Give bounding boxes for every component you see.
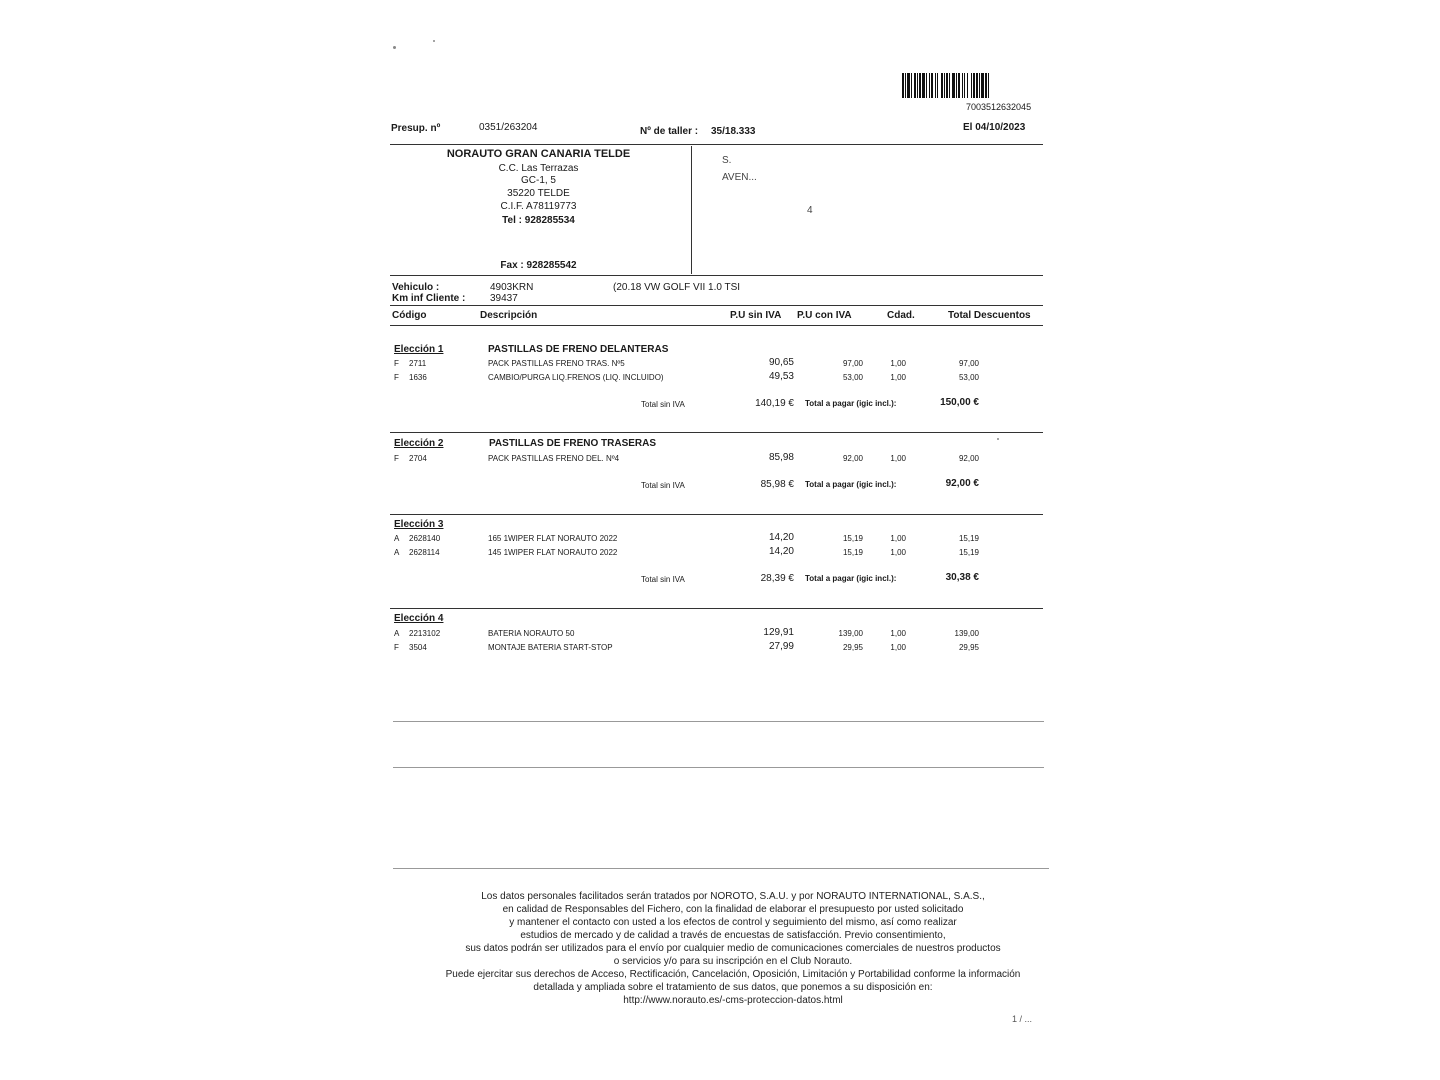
item-code: 2213102: [409, 629, 441, 638]
item-code: 2704: [409, 454, 427, 463]
total-a-pagar-value: 30,38 €: [945, 572, 979, 583]
legal-line: sus datos podrán ser utilizados para el envío por cualquier medio de comunicaciones comerciales de nuestros productos: [465, 943, 1001, 954]
vehicle-description: (20.18 VW GOLF VII 1.0 TSI: [613, 282, 741, 293]
item-type: A: [394, 534, 400, 543]
item-pu-sin-iva: 90,65: [768, 357, 794, 368]
item-type: A: [394, 548, 400, 557]
column-header-total: Total Descuentos: [948, 310, 1031, 321]
scan-speck: [393, 46, 396, 49]
item-pu-sin-iva: 27,99: [768, 641, 794, 652]
item-code: 2628140: [409, 534, 441, 543]
item-code: 2711: [409, 359, 427, 368]
company-name: NORAUTO GRAN CANARIA TELDE: [446, 148, 631, 160]
presup-label: Presup. nº: [391, 123, 441, 134]
barcode-number: 7003512632045: [966, 102, 1032, 112]
company-address-3: 35220 TELDE: [507, 188, 570, 199]
item-pu-con-iva: 15,19: [842, 548, 863, 557]
divider: [390, 144, 1043, 145]
legal-line: y mantener el contacto con usted a los efectos de control y seguimiento del mismo, así como realizar: [509, 917, 957, 928]
company-cif: C.I.F. A78119773: [500, 201, 577, 212]
item-total: 97,00: [958, 359, 979, 368]
company-tel: Tel : 928285534: [502, 215, 575, 226]
item-pu-sin-iva: 14,20: [768, 546, 794, 557]
item-description: BATERIA NORAUTO 50: [488, 629, 575, 638]
column-header-codigo: Código: [392, 310, 427, 321]
legal-line: detallada y ampliada sobre el tratamiento de sus datos, que ponemos a su disposición en:: [533, 982, 933, 993]
legal-line: Los datos personales facilitados serán tratados por NOROTO, S.A.U. y por NORAUTO INTERNATIONAL, S.A.S.,: [481, 891, 985, 902]
barcode: [902, 73, 1044, 98]
total-sin-iva-value: 140,19 €: [755, 398, 794, 409]
barcode-bar: [917, 73, 918, 98]
barcode-bar: [956, 73, 957, 98]
divider: [393, 721, 1044, 722]
barcode-bar: [914, 73, 916, 98]
barcode-bar: [926, 73, 927, 98]
item-pu-con-iva: 29,95: [842, 643, 863, 652]
barcode-bar: [952, 73, 955, 98]
item-total: 15,19: [958, 534, 979, 543]
total-a-pagar-label: Total a pagar (igic incl.):: [805, 480, 897, 489]
barcode-bar: [922, 73, 925, 98]
barcode-bar: [964, 73, 965, 98]
section-title: Elección 3: [394, 519, 444, 530]
divider: [390, 432, 1043, 433]
total-sin-iva-value: 28,39 €: [760, 573, 794, 584]
km-label: Km inf Cliente :: [392, 293, 466, 304]
item-total: 15,19: [958, 548, 979, 557]
item-pu-con-iva: 15,19: [842, 534, 863, 543]
item-cdad: 1,00: [890, 373, 906, 382]
customer-line-2: AVEN...: [722, 172, 757, 183]
item-description: 145 1WIPER FLAT NORAUTO 2022: [488, 548, 618, 557]
item-total: 139,00: [954, 629, 979, 638]
column-header-pu-sin-iva: P.U sin IVA: [730, 310, 782, 321]
company-address-1: C.C. Las Terrazas: [498, 163, 579, 174]
item-description: 165 1WIPER FLAT NORAUTO 2022: [488, 534, 618, 543]
scan-speck: [433, 40, 435, 42]
total-a-pagar-value: 150,00 €: [940, 397, 979, 408]
barcode-bar: [944, 73, 945, 98]
total-sin-iva-value: 85,98 €: [760, 479, 794, 490]
total-sin-iva-label: Total sin IVA: [641, 575, 685, 584]
divider: [393, 767, 1044, 768]
barcode-bar: [935, 73, 936, 98]
item-total: 29,95: [958, 643, 979, 652]
privacy-link[interactable]: http://www.norauto.es/-cms-proteccion-datos.html: [623, 995, 843, 1006]
section-title: Elección 4: [394, 613, 444, 624]
item-type: F: [394, 373, 399, 382]
barcode-bar: [985, 73, 987, 98]
item-pu-con-iva: 97,00: [842, 359, 863, 368]
company-fax: Fax : 928285542: [500, 260, 577, 271]
vehicle-label: Vehiculo :: [392, 282, 440, 293]
section-title: Elección 2: [394, 438, 444, 449]
item-pu-sin-iva: 14,20: [768, 532, 794, 543]
page-mark: 1 / ...: [1012, 1014, 1033, 1024]
item-pu-sin-iva: 85,98: [768, 452, 794, 463]
taller-number: 35/18.333: [711, 126, 756, 137]
legal-line: Puede ejercitar sus derechos de Acceso, Rectificación, Cancelación, Oposición, Limitación y Portabilidad conforme la información: [445, 969, 1021, 980]
section-heading: PASTILLAS DE FRENO DELANTERAS: [488, 344, 669, 355]
item-description: PACK PASTILLAS FRENO DEL. Nº4: [488, 454, 620, 463]
barcode-bar: [967, 73, 968, 98]
customer-line-3: 4: [807, 205, 813, 216]
company-address-2: GC-1, 5: [520, 175, 556, 186]
item-cdad: 1,00: [890, 454, 906, 463]
item-cdad: 1,00: [890, 629, 906, 638]
date-text: El 04/10/2023: [963, 122, 1026, 133]
item-total: 53,00: [958, 373, 979, 382]
barcode-bar: [911, 73, 912, 98]
item-pu-sin-iva: 49,53: [768, 371, 794, 382]
divider: [390, 514, 1043, 515]
item-code: 2628114: [409, 548, 440, 557]
divider: [390, 325, 1043, 326]
barcode-bar: [949, 73, 950, 98]
barcode-bar: [905, 73, 906, 98]
item-pu-con-iva: 92,00: [842, 454, 863, 463]
barcode-bar: [937, 73, 938, 98]
total-sin-iva-label: Total sin IVA: [641, 400, 685, 409]
vehicle-plate: 4903KRN: [490, 282, 534, 293]
column-header-cdad: Cdad.: [887, 310, 915, 321]
item-description: MONTAJE BATERIA START-STOP: [488, 643, 613, 652]
column-header-descripcion: Descripción: [480, 310, 538, 321]
barcode-bar: [971, 73, 972, 98]
item-pu-sin-iva: 129,91: [763, 627, 794, 638]
total-a-pagar-label: Total a pagar (igic incl.):: [805, 399, 897, 408]
item-cdad: 1,00: [890, 548, 906, 557]
barcode-bar: [988, 73, 989, 98]
item-pu-con-iva: 139,00: [838, 629, 863, 638]
customer-line-1: S.: [722, 155, 732, 166]
total-sin-iva-label: Total sin IVA: [641, 481, 685, 490]
barcode-bar: [962, 73, 963, 98]
item-cdad: 1,00: [890, 359, 906, 368]
column-header-pu-con-iva: P.U con IVA: [797, 310, 852, 321]
barcode-bar: [981, 73, 984, 98]
presup-number: 0351/263204: [479, 122, 538, 133]
scan-speck: [997, 438, 999, 440]
legal-line: en calidad de Responsables del Fichero, con la finalidad de elaborar el presupuesto por usted solicitado: [502, 904, 964, 915]
item-type: F: [394, 643, 399, 652]
legal-line: o servicios y/o para su inscripción en el Club Norauto.: [613, 956, 853, 967]
divider: [390, 305, 1043, 306]
total-a-pagar-value: 92,00 €: [945, 478, 979, 489]
barcode-bar: [946, 73, 948, 98]
barcode-bar: [979, 73, 980, 98]
total-a-pagar-label: Total a pagar (igic incl.):: [805, 574, 897, 583]
item-description: CAMBIO/PURGA LIQ.FRENOS (LIQ. INCLUIDO): [488, 373, 664, 382]
barcode-bar: [941, 73, 943, 98]
item-description: PACK PASTILLAS FRENO TRAS. Nº5: [488, 359, 625, 368]
barcode-bar: [907, 73, 910, 98]
divider: [390, 608, 1043, 609]
km-value: 39437: [490, 293, 518, 304]
item-cdad: 1,00: [890, 643, 906, 652]
legal-line: estudios de mercado y de calidad a través de encuestas de satisfacción. Previo consentimiento,: [520, 930, 946, 941]
barcode-bar: [958, 73, 960, 98]
item-type: F: [394, 454, 399, 463]
item-type: F: [394, 359, 399, 368]
item-cdad: 1,00: [890, 534, 906, 543]
divider: [390, 275, 1043, 276]
divider-vertical: [691, 146, 692, 274]
section-heading: PASTILLAS DE FRENO TRASERAS: [489, 438, 657, 449]
barcode-bar: [929, 73, 930, 98]
taller-label: Nº de taller :: [640, 126, 699, 137]
divider: [393, 868, 1049, 869]
item-type: A: [394, 629, 400, 638]
section-title: Elección 1: [394, 344, 444, 355]
legal-notice: [388, 890, 1078, 1007]
barcode-bar: [902, 73, 904, 98]
barcode-bar: [973, 73, 975, 98]
item-total: 92,00: [958, 454, 979, 463]
barcode-bar: [976, 73, 978, 98]
item-code: 1636: [409, 373, 427, 382]
barcode-bar: [931, 73, 933, 98]
barcode-bar: [919, 73, 921, 98]
item-code: 3504: [409, 643, 427, 652]
item-pu-con-iva: 53,00: [842, 373, 863, 382]
